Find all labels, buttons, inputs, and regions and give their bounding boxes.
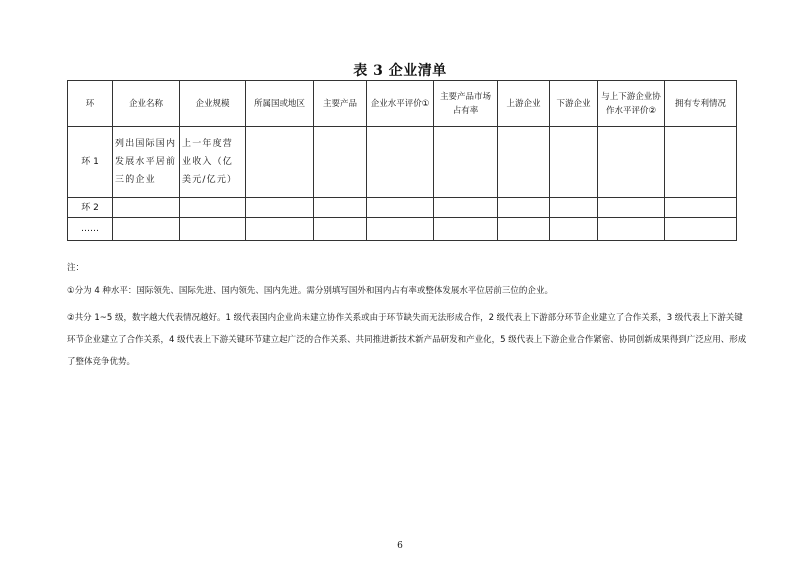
table-cell [367,218,434,241]
table-cell [246,218,314,241]
table-row [68,218,737,241]
table-cell [498,127,550,198]
table-cell [498,198,550,218]
enterprise-list-table [67,80,737,241]
table-row [68,127,737,198]
header-cell: 企业名称 [113,81,180,127]
table-cell [498,218,550,241]
table-title: 表 3 企业清单 [353,63,447,79]
table-cell [434,127,498,198]
table-cell [598,127,665,198]
notes-label: 注： [67,263,85,273]
table-cell: 列出国际国内发展水平居前三的企业 [113,127,180,198]
table-cell [367,198,434,218]
table-cell [665,218,737,241]
table-row [68,198,737,218]
table-cell: 环 2 [68,198,113,218]
note-item: ②共分 1~5 级，数字越大代表情况越好。1 级代表国内企业尚未建立协作关系或由于环节缺失而无法形成合作，2 级代表上下游部分环节企业建立了合作关系，3 级代表上下游关键环节企业建立了合作关系，4 级代表上下游关键环节建立起广泛的合作关系、共同推进新技术新产品研发和产业化，5 级代表上下游企业合作紧密、协同创新成果得到广泛应用、形成了整体竞争优势。 [67,313,747,367]
header-cell: 主要产品 [314,81,367,127]
table-header-row [68,81,737,127]
table-cell [113,218,180,241]
table-cell [550,127,598,198]
header-cell: 环 [68,81,113,127]
table-cell [550,198,598,218]
table-cell [598,198,665,218]
header-cell: 所属国或地区 [246,81,314,127]
table-cell [314,127,367,198]
table-cell: 上一年度营业收入（亿美元/亿元） [180,127,246,198]
note-item: ①分为 4 种水平：国际领先、国际先进、国内领先、国内先进。需分别填写国外和国内占有率或整体发展水平位居前三位的企业。 [67,286,553,296]
table-cell [314,198,367,218]
header-cell: 主要产品市场占有率 [434,81,498,127]
page-number: 6 [397,541,403,551]
table-cell [434,198,498,218]
table-cell [180,198,246,218]
table-cell [246,127,314,198]
table-cell [113,198,180,218]
header-cell: 拥有专利情况 [665,81,737,127]
header-cell: 企业规模 [180,81,246,127]
table-cell [434,218,498,241]
table-cell: …… [68,218,113,241]
table-cell [598,218,665,241]
header-cell: 下游企业 [550,81,598,127]
table-cell [550,218,598,241]
table-cell [180,218,246,241]
table-cell [246,198,314,218]
header-cell: 与上下游企业协作水平评价② [598,81,665,127]
header-cell: 上游企业 [498,81,550,127]
header-cell: 企业水平评价① [367,81,434,127]
table-cell: 环 1 [68,127,113,198]
table-cell [314,218,367,241]
table-cell [665,127,737,198]
table-cell [665,198,737,218]
notes-section [67,261,747,373]
table-cell [367,127,434,198]
